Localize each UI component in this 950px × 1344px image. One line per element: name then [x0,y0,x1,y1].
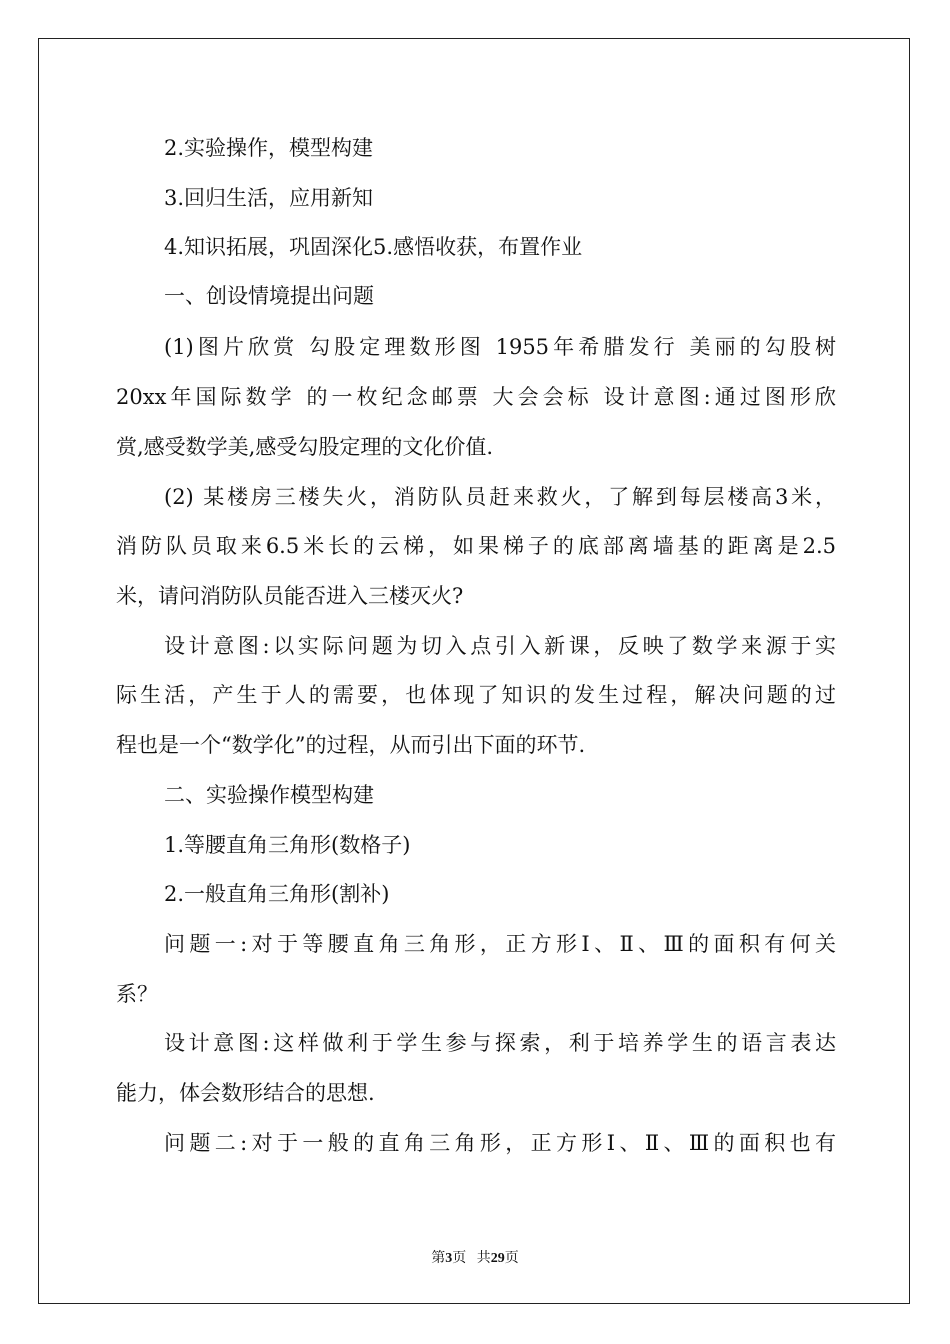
paragraph-line: 问题一:对于等腰直角三角形，正方形Ⅰ、Ⅱ、Ⅲ的面积有何关 [164,932,836,956]
paragraph-line: 20xx年国际数学 的一枚纪念邮票 大会会标 设计意图:通过图形欣 [116,385,836,409]
page-footer [0,1247,950,1267]
paragraph-line: 能力，体会数形结合的思想. [116,1081,375,1105]
paragraph-line: 系？ [116,982,158,1006]
paragraph-line: 赏,感受数学美,感受勾股定理的文化价值. [116,435,494,459]
footer-page-number: 3 [445,1251,453,1266]
paragraph-line: 1.等腰直角三角形(数格子) [164,833,411,857]
paragraph-line: 消防队员取来6.5米长的云梯，如果梯子的底部离墙基的距离是2.5 [116,534,836,558]
footer-page-suffix: 页 [452,1251,467,1266]
footer-page-prefix: 第 [431,1251,446,1266]
footer-total-suffix: 页 [504,1251,519,1266]
paragraph-line: 2.一般直角三角形(割补) [164,882,390,906]
section-heading: 二、实验操作模型构建 [164,783,374,807]
paragraph-line: 程也是一个“数学化”的过程，从而引出下面的环节. [116,733,586,757]
paragraph-line: 际生活，产生于人的需要，也体现了知识的发生过程，解决问题的过 [116,683,836,707]
footer-total-pages: 29 [490,1251,505,1266]
section-heading: 一、创设情境提出问题 [164,284,374,308]
paragraph-line: 2.实验操作，模型构建 [164,136,374,160]
paragraph-line: 设计意图:这样做利于学生参与探索，利于培养学生的语言表达 [164,1031,836,1055]
paragraph-line: (1)图片欣赏 勾股定理数形图 1955年希腊发行 美丽的勾股树 [164,335,836,359]
paragraph-line: (2) 某楼房三楼失火，消防队员赶来救火，了解到每层楼高3米， [164,485,836,509]
paragraph-line: 3.回归生活，应用新知 [164,186,374,210]
footer-total-prefix: 共 [476,1251,491,1266]
paragraph-line: 设计意图:以实际问题为切入点引入新课，反映了数学来源于实 [164,634,836,658]
paragraph-line: 问题二:对于一般的直角三角形，正方形Ⅰ、Ⅱ、Ⅲ的面积也有 [164,1131,836,1155]
paragraph-line: 米，请问消防队员能否进入三楼灭火? [116,584,464,608]
paragraph-line: 4.知识拓展，巩固深化5.感悟收获，布置作业 [164,235,583,259]
